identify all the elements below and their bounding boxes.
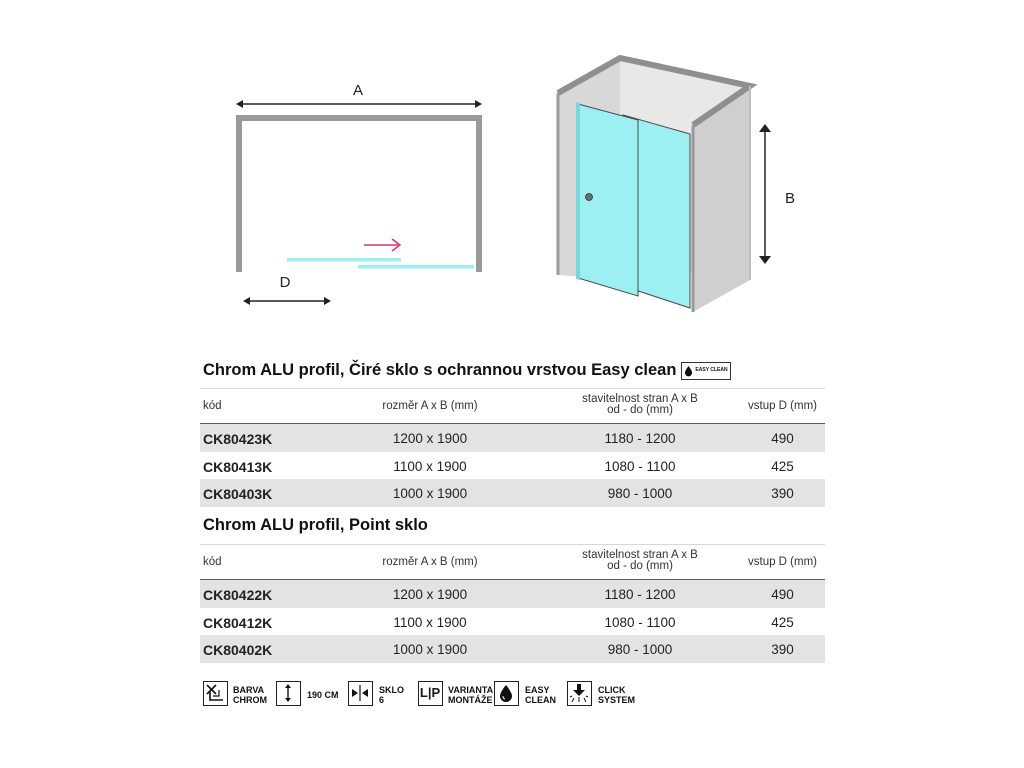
table-row: [200, 424, 825, 452]
top-view-glass-fixed: [358, 265, 474, 269]
header-adjust: [540, 550, 740, 572]
table-easy-clean: [200, 388, 825, 507]
table-row: [200, 580, 825, 608]
feature-label-line1: CLICK: [598, 685, 626, 695]
feature-label-line2: CLEAN: [525, 695, 556, 705]
cell-size: 1000 x 1900: [392, 486, 468, 501]
cell-adjust: 980 - 1000: [607, 642, 673, 657]
top-view-diagram: [230, 80, 490, 310]
cell-adjust: 1180 - 1200: [604, 431, 676, 446]
cell-entry: 425: [771, 458, 794, 474]
door-handle: [586, 194, 593, 201]
feature-height-label: [307, 690, 339, 700]
height-icon: [276, 681, 301, 706]
feature-label-line2: CHROM: [233, 695, 267, 705]
feature-color-label: [233, 685, 267, 705]
section-title-point: [203, 516, 428, 535]
top-view-frame-top: [236, 115, 482, 121]
dimension-d-arrowhead-right: [324, 297, 331, 305]
easy-clean-badge-label: EASY CLEAN: [695, 366, 728, 373]
cell-code: CK80402K: [203, 642, 273, 658]
drop-icon: [684, 365, 693, 377]
cell-code: CK80403K: [203, 486, 273, 502]
dimension-a-label: A: [352, 82, 364, 99]
cell-adjust: 980 - 1000: [607, 486, 673, 501]
table-row: [200, 608, 825, 636]
feature-easyclean-label: [525, 685, 556, 705]
cell-entry: 390: [771, 642, 794, 657]
header-adjust-line1: stavitelnost stran A x B: [582, 549, 698, 561]
feature-variant-label: [448, 685, 493, 705]
cell-code: CK80422K: [203, 587, 273, 603]
cell-adjust: 1180 - 1200: [604, 587, 676, 602]
top-view-frame-right: [476, 115, 482, 272]
header-adjust-line2: od - do (mm): [607, 560, 673, 572]
feature-label-line2: SYSTEM: [598, 695, 636, 705]
header-size: rozměr A x B (mm): [382, 400, 478, 412]
feature-click-label: [598, 685, 635, 705]
feature-label-line1: VARIANTA: [448, 685, 494, 695]
feature-label-line1: EASY: [525, 685, 550, 695]
feature-label-line2: 6: [379, 695, 385, 705]
dimension-b-label: B: [784, 190, 796, 207]
feature-label-line1: BARVA: [233, 685, 265, 695]
section-title-easy-clean: [203, 361, 731, 380]
table-point: [200, 544, 825, 663]
cell-entry: 425: [771, 614, 794, 630]
dimension-b-arrow-top: [759, 124, 771, 132]
header-adjust: [540, 394, 740, 416]
feature-glass-label: [379, 685, 404, 705]
table-row: [200, 635, 825, 663]
drop-icon: [494, 681, 519, 706]
color-swatch-icon: [203, 681, 228, 706]
cell-adjust: 1080 - 1100: [604, 458, 676, 474]
cell-size: 1100 x 1900: [393, 614, 467, 630]
click-system-icon: [567, 681, 592, 706]
arrowhead-left: [236, 100, 243, 108]
cell-adjust: 1080 - 1100: [604, 614, 676, 630]
perspective-diagram: [550, 50, 810, 320]
header-entry: vstup D (mm): [748, 400, 817, 412]
header-adjust-line1: stavitelnost stran A x B: [582, 393, 698, 405]
feature-label-line1: SKLO: [379, 685, 405, 695]
glass-sliding-panel-edge: [576, 102, 580, 280]
cell-entry: 490: [771, 587, 794, 602]
easy-clean-badge: [681, 362, 730, 380]
cell-entry: 390: [771, 486, 794, 501]
header-code: kód: [203, 400, 222, 412]
top-view-glass-sliding: [287, 258, 401, 262]
feature-label-line1: 190 CM: [307, 690, 339, 700]
top-view-frame-left: [236, 115, 242, 272]
header-entry: vstup D (mm): [748, 556, 817, 568]
dimension-d-arrowhead-left: [243, 297, 250, 305]
dimension-b-arrow-bottom: [759, 256, 771, 264]
feature-label-line2: MONTÁŽE: [448, 695, 493, 705]
table-row: [200, 452, 825, 480]
header-size: rozměr A x B (mm): [382, 556, 478, 568]
arrowhead-right: [475, 100, 482, 108]
glass-thickness-icon: [348, 681, 373, 706]
cell-code: CK80412K: [203, 614, 273, 631]
cell-size: 1100 x 1900: [393, 458, 467, 474]
section-title-text: Chrom ALU profil, Point sklo: [203, 516, 428, 534]
cell-code: CK80413K: [203, 458, 273, 475]
header-code: kód: [203, 556, 222, 568]
table-header: [200, 388, 825, 424]
dimension-d-label: D: [279, 274, 291, 291]
table-header: [200, 544, 825, 580]
left-right-icon: L|P: [418, 681, 443, 706]
table-row: [200, 479, 825, 507]
cell-entry: 490: [771, 431, 794, 446]
cell-size: 1000 x 1900: [392, 642, 468, 657]
cell-size: 1200 x 1900: [392, 431, 468, 446]
cell-size: 1200 x 1900: [392, 587, 468, 602]
header-adjust-line2: od - do (mm): [607, 404, 673, 416]
section-title-text: Chrom ALU profil, Čiré sklo s ochrannou vrstvou Easy clean: [203, 361, 677, 379]
cell-code: CK80423K: [203, 431, 273, 447]
